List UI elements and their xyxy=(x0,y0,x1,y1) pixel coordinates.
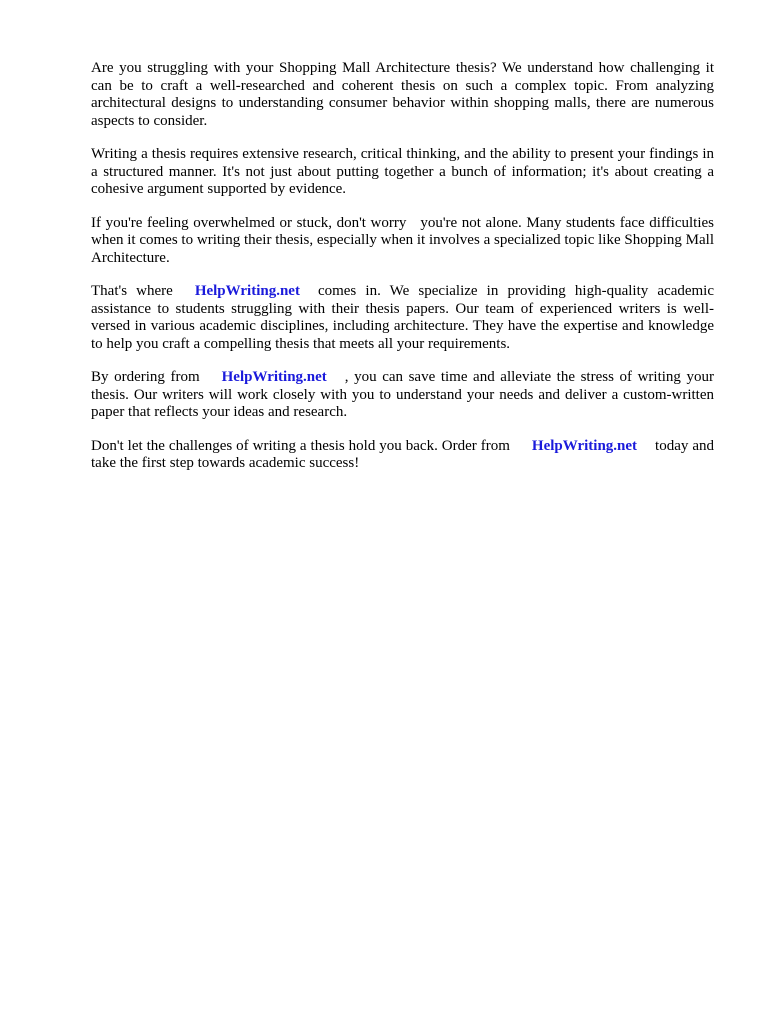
helpwriting-link-3[interactable]: HelpWriting.net xyxy=(531,437,638,454)
paragraph-thats-where-start: That's where xyxy=(91,283,173,299)
paragraph-call-to-action-end: today and take the first step towards academic success! xyxy=(91,437,714,471)
paragraph-by-ordering-end: , you can save time and alleviate the stress of writing your thesis. Our writers will work closely with you to understand your needs and deliver a custom-written paper that reflects your ideas and research. xyxy=(91,369,714,420)
paragraph-thats-where-end: comes in. We specialize in providing high-quality academic assistance to students struggling with their thesis papers. Our team of experienced writers is well-versed in various academic disciplines, including architecture. They have the expertise and knowledge to help you craft a compelling thesis that meets all your requirements. xyxy=(91,283,715,352)
paragraph-by-ordering xyxy=(91,369,714,422)
paragraph-call-to-action-start: Don't let the challenges of writing a thesis hold you back. Order from xyxy=(91,437,510,454)
document-body xyxy=(91,60,714,489)
paragraph-overwhelmed-end: you're not alone. Many students face difficulties when it comes to writing their thesis, especially when it involves a specialized topic like Shopping Mall Architecture. xyxy=(91,214,714,266)
paragraph-call-to-action xyxy=(91,438,714,473)
paragraph-thats-where xyxy=(91,283,714,353)
paragraph-overwhelmed-start: If you're feeling overwhelmed or stuck, don't worry xyxy=(91,214,407,231)
paragraph-overwhelmed xyxy=(91,215,714,268)
helpwriting-link-2[interactable]: HelpWriting.net xyxy=(221,369,327,385)
paragraph-intro: Are you struggling with your Shopping Mall Architecture thesis? We understand how challenging it can be to craft a well-researched and coherent thesis on such a complex topic. From analyzing architectural designs to understanding consumer behavior within shopping malls, there are numerous aspects to consider. xyxy=(91,60,714,129)
helpwriting-link-1[interactable]: HelpWriting.net xyxy=(194,283,300,299)
paragraph-thesis-requirements: Writing a thesis requires extensive research, critical thinking, and the ability to present your findings in a structured manner. It's not just about putting together a bunch of information; it's about creating a cohesive argument supported by evidence. xyxy=(91,146,714,197)
paragraph-by-ordering-start: By ordering from xyxy=(91,369,200,385)
